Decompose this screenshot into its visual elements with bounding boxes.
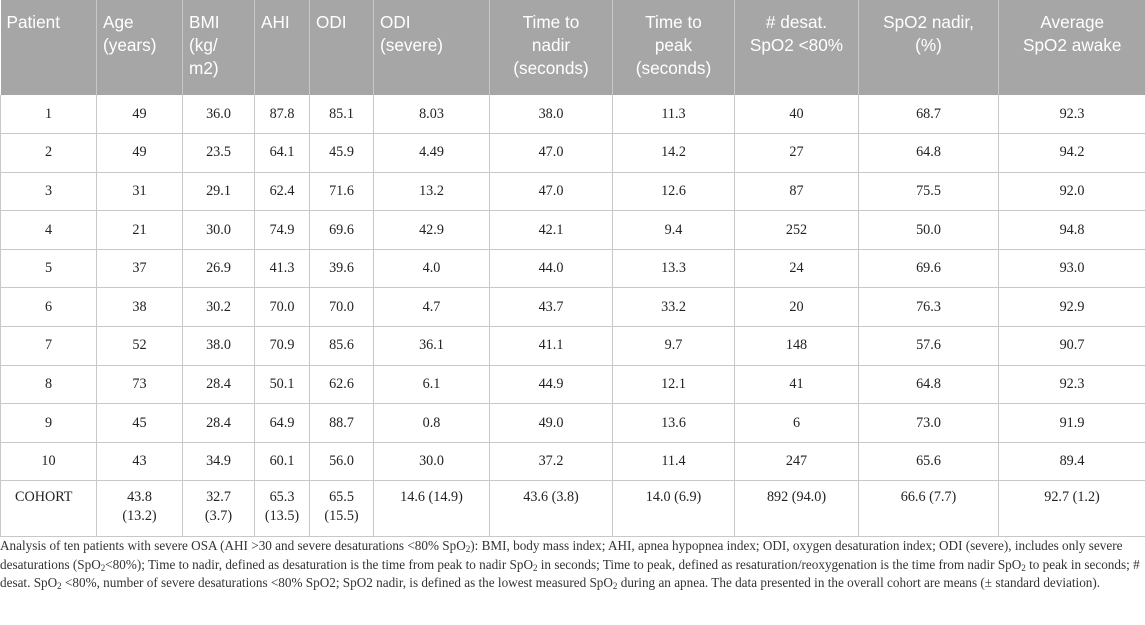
column-header-line: nadir [531, 35, 571, 55]
table-row [1, 404, 1145, 443]
table-cell: 62.6 [310, 365, 374, 404]
cohort-value: 14.0 (6.9) [645, 489, 702, 506]
table-cell: 85.1 [310, 95, 374, 134]
table-cell: 65.6 [859, 442, 999, 481]
column-header [310, 0, 374, 95]
table-row [1, 134, 1145, 173]
table-cell: 47.0 [490, 172, 613, 211]
table-cell: 41.3 [255, 249, 310, 288]
table-cell: 89.4 [999, 442, 1145, 481]
cohort-value: 65.5 [329, 489, 354, 506]
column-header-line: ODI [380, 12, 411, 32]
table-cell: 88.7 [310, 404, 374, 443]
table-cell: 73.0 [859, 404, 999, 443]
table-row [1, 95, 1145, 134]
table-cell: 13.3 [613, 249, 735, 288]
table-cell: 64.1 [255, 134, 310, 173]
table-cell: 92.0 [999, 172, 1145, 211]
table-cell: 42.1 [490, 211, 613, 250]
caption-text: <80%, number of severe desaturations <80% SpO2; SpO2 nadir, is defined as the lowest measured SpO [61, 575, 613, 591]
table-cell: 4.0 [374, 249, 490, 288]
table-cell: 92.3 [999, 95, 1145, 134]
cohort-cell [374, 481, 490, 537]
column-header [97, 0, 183, 95]
table-cell: 42.9 [374, 211, 490, 250]
column-header [183, 0, 255, 95]
table-cell: 4.7 [374, 288, 490, 327]
column-header-line: (kg/ [189, 35, 218, 55]
table-cell: 73 [97, 365, 183, 404]
table-cell: 26.9 [183, 249, 255, 288]
caption-subscript: 2 [1021, 562, 1026, 573]
table-cell: 45 [97, 404, 183, 443]
cohort-value: (13.5) [264, 508, 300, 525]
column-header [255, 0, 310, 95]
column-header-line: SpO2 nadir, [883, 12, 974, 32]
column-header [735, 0, 859, 95]
table-cell: 62.4 [255, 172, 310, 211]
cohort-cell [310, 481, 374, 537]
table-cell: 52 [97, 327, 183, 366]
cohort-value: 32.7 [206, 489, 231, 506]
cohort-cell [613, 481, 735, 537]
table-cell: 31 [97, 172, 183, 211]
table-row [1, 211, 1145, 250]
cohort-value: 92.7 (1.2) [1044, 489, 1100, 506]
caption-text: to peak in seconds; # desat. SpO [0, 556, 1140, 591]
table-cell: 37.2 [490, 442, 613, 481]
cohort-value: 43.6 (3.8) [523, 489, 579, 506]
column-header [1, 0, 97, 95]
table-cell: 0.8 [374, 404, 490, 443]
column-header-line: (seconds) [635, 58, 712, 78]
column-header [613, 0, 735, 95]
table-cell: 30.0 [374, 442, 490, 481]
column-header-line: Age [103, 12, 134, 32]
table-cell: 9.7 [613, 327, 735, 366]
cohort-value: 892 (94.0) [766, 489, 827, 506]
table-cell: 87 [735, 172, 859, 211]
table-cell: 94.8 [999, 211, 1145, 250]
table-cell: 71.6 [310, 172, 374, 211]
table-cell: 11.4 [613, 442, 735, 481]
column-header-line: Average [1040, 12, 1105, 32]
column-header [859, 0, 999, 95]
cohort-value: (13.2) [122, 508, 157, 525]
column-header-line: (%) [915, 35, 942, 55]
cohort-value: 65.3 [269, 489, 295, 506]
patient-id-cell: 1 [1, 95, 97, 134]
column-header-line: (years) [103, 35, 157, 55]
caption-text: during an apnea. The data presented in the overall cohort are means (± standard deviation). [617, 575, 1101, 591]
column-header [374, 0, 490, 95]
table-cell: 93.0 [999, 249, 1145, 288]
table-cell: 38.0 [490, 95, 613, 134]
table-cell: 36.0 [183, 95, 255, 134]
table-cell: 64.8 [859, 365, 999, 404]
column-header [999, 0, 1145, 95]
table-cell: 74.9 [255, 211, 310, 250]
caption-text: in seconds; Time to peak, defined as resaturation/reoxygenation is the time from nadir SpO [537, 556, 1022, 572]
table-cell: 30.2 [183, 288, 255, 327]
table-cell: 20 [735, 288, 859, 327]
table-row [1, 442, 1145, 481]
table-row [1, 249, 1145, 288]
table-header [1, 0, 1145, 95]
cohort-value: 66.6 (7.7) [900, 489, 957, 506]
table-cell: 90.7 [999, 327, 1145, 366]
table-cell: 8.03 [374, 95, 490, 134]
table-cell: 68.7 [859, 95, 999, 134]
table-cell: 12.1 [613, 365, 735, 404]
table-cell: 34.9 [183, 442, 255, 481]
table-cell: 43.7 [490, 288, 613, 327]
table-cell: 64.9 [255, 404, 310, 443]
table-cell: 43 [97, 442, 183, 481]
patient-id-cell: 2 [1, 134, 97, 173]
table-cell: 252 [735, 211, 859, 250]
table-cell: 30.0 [183, 211, 255, 250]
table-cell: 24 [735, 249, 859, 288]
table-cell: 41.1 [490, 327, 613, 366]
column-header-line: SpO2 <80% [749, 35, 844, 55]
table-cell: 13.2 [374, 172, 490, 211]
cohort-value: (15.5) [324, 508, 359, 525]
patient-id-cell: 8 [1, 365, 97, 404]
caption-text: Analysis of ten patients with severe OSA (AHI >30 and severe desaturations <80% SpO [0, 538, 466, 553]
header-row [1, 0, 1145, 95]
caption-subscript: 2 [532, 562, 538, 573]
table-cell: 69.6 [310, 211, 374, 250]
column-header-line: peak [654, 35, 693, 55]
caption-text: <80%); Time to nadir, defined as desaturation is the time from peak to nadir SpO [105, 556, 533, 572]
table-cell: 94.2 [999, 134, 1145, 173]
column-header-line: Patient [6, 12, 61, 32]
column-header-line: (seconds) [513, 58, 589, 78]
table-cell: 60.1 [255, 442, 310, 481]
table-cell: 14.2 [613, 134, 735, 173]
table-cell: 70.0 [255, 288, 310, 327]
caption-text: ): BMI, body mass index; AHI, apnea hypopnea index; ODI, oxygen desaturation index; ODI (severe), includes only severe desaturations (SpO [0, 538, 1123, 572]
table-cell: 49 [97, 134, 183, 173]
table-cell: 69.6 [859, 249, 999, 288]
table-cell: 38 [97, 288, 183, 327]
table-cell: 27 [735, 134, 859, 173]
cohort-cell [97, 481, 183, 537]
table-cell: 50.1 [255, 365, 310, 404]
table-cell: 9.4 [613, 211, 735, 250]
column-header-line: SpO2 awake [1023, 35, 1122, 55]
cohort-value: 14.6 (14.9) [400, 489, 463, 506]
table-cell: 85.6 [310, 327, 374, 366]
column-header-line: # desat. [765, 12, 828, 32]
table-cell: 28.4 [183, 404, 255, 443]
table-cell: 4.49 [374, 134, 490, 173]
caption-subscript: 2 [100, 562, 106, 573]
table-cell: 39.6 [310, 249, 374, 288]
table-cell: 44.0 [490, 249, 613, 288]
table-cell: 28.4 [183, 365, 255, 404]
cohort-cell [999, 481, 1145, 537]
table-cell: 45.9 [310, 134, 374, 173]
caption-subscript: 2 [465, 544, 471, 554]
table-cell: 148 [735, 327, 859, 366]
table-cell: 57.6 [859, 327, 999, 366]
cohort-cell [490, 481, 613, 537]
caption-subscript: 2 [57, 581, 62, 592]
table-row [1, 172, 1145, 211]
column-header-line: m2) [189, 58, 219, 78]
patient-id-cell: 6 [1, 288, 97, 327]
table-cell: 6 [735, 404, 859, 443]
table-cell: 40 [735, 95, 859, 134]
caption-subscript: 2 [612, 581, 618, 592]
table-cell: 75.5 [859, 172, 999, 211]
table-cell: 87.8 [255, 95, 310, 134]
table-cell: 23.5 [183, 134, 255, 173]
table-cell: 13.6 [613, 404, 735, 443]
table-body [1, 95, 1145, 537]
table-cell: 50.0 [859, 211, 999, 250]
table-cell: 64.8 [859, 134, 999, 173]
table-cell: 37 [97, 249, 183, 288]
table-cell: 41 [735, 365, 859, 404]
table-caption [0, 537, 1140, 593]
patient-id-cell: 3 [1, 172, 97, 211]
column-header [490, 0, 613, 95]
patient-id-cell: 9 [1, 404, 97, 443]
patient-id-cell: 4 [1, 211, 97, 250]
table-cell: 49 [97, 95, 183, 134]
table-cell: 44.9 [490, 365, 613, 404]
table-cell: 38.0 [183, 327, 255, 366]
cohort-cell [183, 481, 255, 537]
table-cell: 29.1 [183, 172, 255, 211]
cohort-value: (3.7) [204, 508, 233, 525]
table-row [1, 365, 1145, 404]
column-header-line: BMI [189, 12, 220, 32]
cohort-value: 43.8 [127, 489, 152, 506]
table-cell: 11.3 [613, 95, 735, 134]
column-header-line: Time to [522, 12, 580, 32]
cohort-label: COHORT [1, 481, 97, 537]
table-cell: 36.1 [374, 327, 490, 366]
patient-id-cell: 7 [1, 327, 97, 366]
table-cell: 76.3 [859, 288, 999, 327]
table-cell: 33.2 [613, 288, 735, 327]
table-row [1, 288, 1145, 327]
table-cell: 21 [97, 211, 183, 250]
column-header-line: AHI [261, 12, 290, 32]
column-header-line: Time to [645, 12, 702, 32]
table-cell: 12.6 [613, 172, 735, 211]
cohort-cell [859, 481, 999, 537]
table-cell: 92.9 [999, 288, 1145, 327]
table-cell: 247 [735, 442, 859, 481]
cohort-row [1, 481, 1145, 537]
column-header-line: (severe) [380, 35, 444, 55]
cohort-cell [735, 481, 859, 537]
cohort-cell [255, 481, 310, 537]
table-cell: 6.1 [374, 365, 490, 404]
column-header-line: ODI [316, 12, 347, 32]
patient-id-cell: 5 [1, 249, 97, 288]
patient-id-cell: 10 [1, 442, 97, 481]
table-row [1, 327, 1145, 366]
table-cell: 92.3 [999, 365, 1145, 404]
table-cell: 49.0 [490, 404, 613, 443]
table-cell: 91.9 [999, 404, 1145, 443]
table-cell: 70.9 [255, 327, 310, 366]
table-cell: 56.0 [310, 442, 374, 481]
table-cell: 47.0 [490, 134, 613, 173]
table-cell: 70.0 [310, 288, 374, 327]
